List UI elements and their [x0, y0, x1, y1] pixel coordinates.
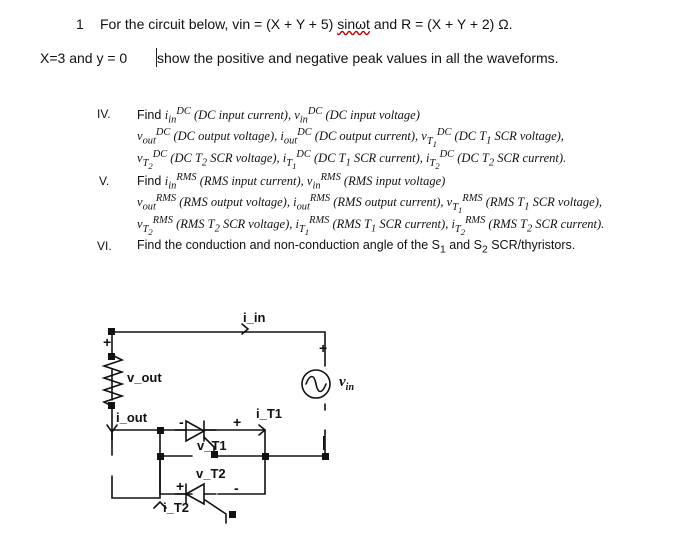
item-v-line-2: $v_{out}^{RMS}$ (RMS output voltage), $i_{out}^{RMS}$ (RMS output current), $v_{T_1}^{RMS}$ (RMS $T_1$ SCR voltage), [137, 193, 603, 215]
wire-left-vertical [112, 430, 160, 498]
given-values: X=3 and y = 0 [40, 50, 128, 66]
label-i-t2: i_T2 [163, 500, 190, 515]
wire-source-return [265, 430, 325, 456]
node-left-junction [157, 453, 164, 460]
item-iv-line-1: Find $i_{in}^{DC}$ (DC input current), $v_{in}^{DC}$ (DC input voltage) [137, 106, 420, 126]
item-iv-line-3: $v_{T_2}^{DC}$ (DC $T_2$ SCR voltage), $i_{T_1}^{DC}$ (DC $T_1$ SCR current), $i_{T_2}^{DC}$ (DC $T_2$ SCR current). [137, 149, 567, 171]
node-left-upper [157, 427, 164, 434]
load-resistor [104, 355, 122, 406]
question-number: 1 [76, 16, 84, 32]
node-source-bottom [322, 453, 329, 460]
sign-t1-minus: - [179, 414, 184, 430]
item-v-line-1: Find $i_{in}^{RMS}$ (RMS input current), $v_{in}^{RMS}$ (RMS input voltage) [137, 172, 446, 192]
node-right-junction [262, 453, 269, 460]
question-statement: For the circuit below, vin = (X + Y + 5) sinωt and R = (X + Y + 2) Ω. [100, 16, 513, 32]
label-v-out: v_out [127, 370, 162, 385]
instruction: show the positive and negative peak values in all the waveforms. [157, 50, 559, 66]
node-t2-gate [229, 511, 236, 518]
sign-t2-minus: - [234, 480, 239, 496]
item-vi-line-1: Find the conduction and non-conduction angle of the $S_1$ and $S_2$ SCR/thyristors. [137, 238, 576, 256]
sign-source-plus: + [319, 340, 328, 356]
label-v-in: $v_{in}$ [339, 374, 355, 393]
item-numeral-vi: VI. [97, 239, 112, 253]
sine-wave-icon [306, 377, 326, 392]
label-v-t1: v_T1 [197, 438, 227, 453]
item-iv-line-2: $v_{out}^{DC}$ (DC output voltage), $i_{out}^{DC}$ (DC output current), $v_{T_1}^{DC}$ (DC $T_1$ SCR voltage), [137, 127, 564, 149]
sign-t2-plus: + [176, 478, 185, 494]
node-load-bottom [108, 402, 115, 409]
sign-t1-plus: + [233, 414, 242, 430]
item-numeral-iv: IV. [97, 107, 111, 121]
label-i-out: i_out [116, 410, 148, 425]
item-numeral-v: V. [99, 174, 110, 188]
label-i-in: i_in [243, 310, 266, 325]
thyristor-t2-gate [205, 500, 226, 523]
wire-top-rail [112, 332, 328, 366]
label-v-t2: v_T2 [196, 466, 226, 481]
label-i-t1: i_T1 [256, 406, 283, 421]
item-v-line-3: $v_{T_2}^{RMS}$ (RMS $T_2$ SCR voltage), $i_{T_1}^{RMS}$ (RMS $T_1$ SCR current), $i_{T_2}^{RMS}$ (RMS $T_2$ SCR current). [137, 215, 605, 237]
sign-source-minus: — [317, 436, 333, 450]
node-load-top [108, 353, 115, 360]
sin-term: sinωt [337, 16, 370, 32]
sign-load-plus: + [103, 334, 112, 350]
